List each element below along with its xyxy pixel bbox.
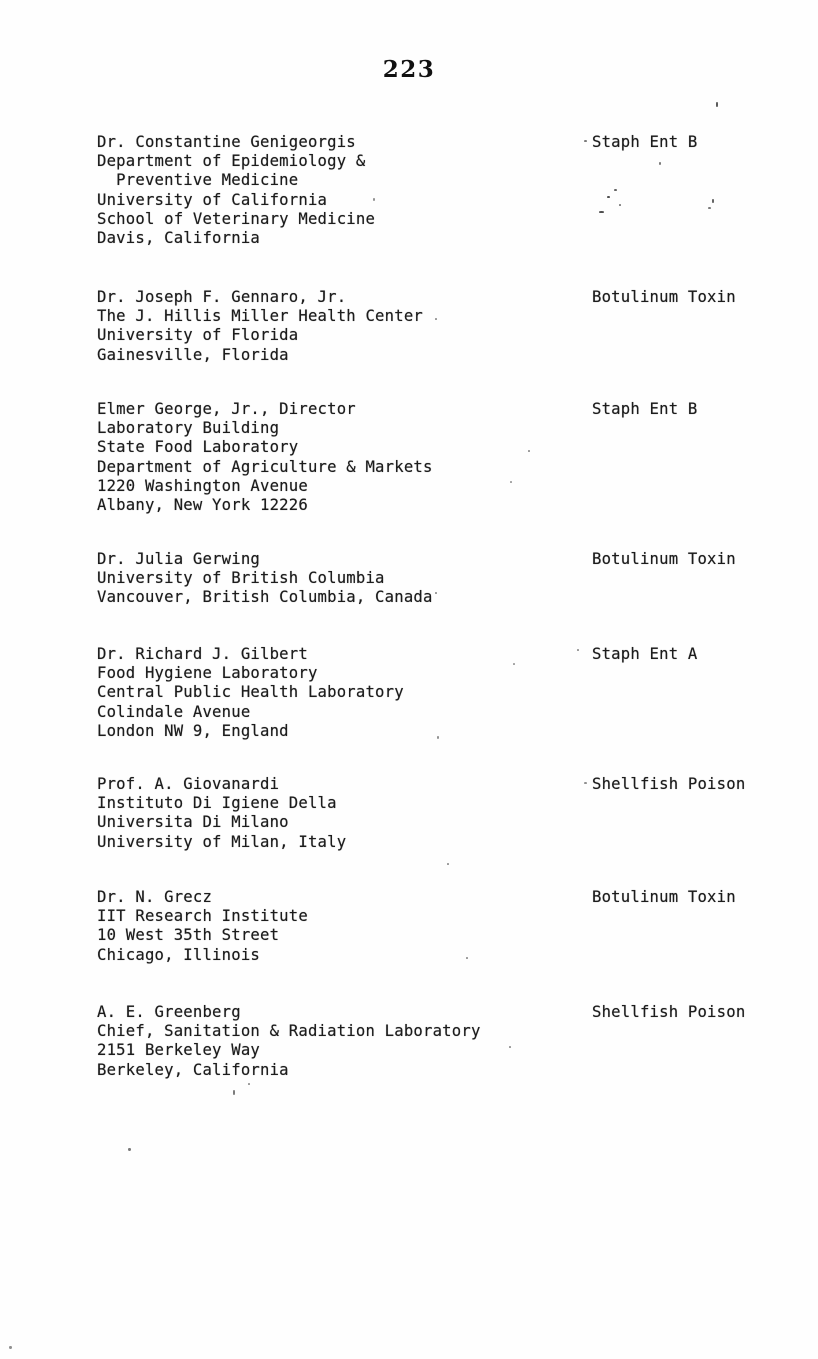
scan-speck [435,318,437,320]
address-line: Gainesville, Florida [97,345,289,364]
address-line: Department of Agriculture & Markets [97,457,433,476]
scan-speck [447,863,449,865]
topic-label: Shellfish Poison [592,1003,746,1021]
address-line: Berkeley, California [97,1060,289,1079]
scan-speck [577,649,579,651]
topic-label: Botulinum Toxin [592,550,736,568]
page-number: 223 [382,56,436,83]
address-block [97,775,346,852]
address-line: University of Milan, Italy [97,832,347,851]
address-line: London NW 9, England [97,721,289,740]
scan-speck [659,162,661,165]
address-line: Instituto Di Igiene Della [97,794,337,813]
topic-label: Staph Ent B [592,400,698,418]
address-line: 1220 Washington Avenue [97,476,308,495]
address-block [97,1003,481,1080]
address-block [97,888,308,965]
address-block [97,400,433,515]
scan-speck [248,1083,250,1085]
scan-speck [509,1046,511,1048]
address-line: Food Hygiene Laboratory [97,664,318,683]
address-line: Colindale Avenue [97,702,251,721]
address-line: 10 West 35th Street [97,926,280,945]
address-line: School of Veterinary Medicine [97,209,376,228]
topic-label: Staph Ent A [592,645,698,663]
scan-speck [528,450,530,452]
scan-speck [9,1346,12,1349]
address-block [97,550,433,608]
address-line: Universita Di Milano [97,813,289,832]
topic-label: Botulinum Toxin [592,888,736,906]
scan-speck [584,782,587,784]
scan-speck [233,1090,235,1095]
scan-speck [716,102,718,107]
address-block [97,133,375,248]
address-line: University of British Columbia [97,569,385,588]
scan-speck [614,189,617,191]
scan-speck [599,211,604,213]
address-line: University of Florida [97,326,299,345]
address-line: IIT Research Institute [97,907,308,926]
address-line: Dr. Julia Gerwing [97,550,260,568]
scan-speck [373,198,375,201]
address-line: Department of Epidemiology & [97,152,366,171]
scan-speck [712,199,714,203]
topic-label: Staph Ent B [592,133,698,151]
scan-speck [584,140,587,142]
address-line: Albany, New York 12226 [97,496,308,515]
scan-speck [510,481,512,483]
scan-speck [708,207,711,209]
address-line: Dr. Constantine Genigeorgis [97,133,356,151]
address-line: Dr. N. Grecz [97,888,213,906]
address-block [97,288,423,365]
address-line: Dr. Richard J. Gilbert [97,645,308,663]
scan-speck [435,592,437,594]
scan-speck [619,204,621,206]
address-line: Preventive Medicine [97,171,299,190]
address-line: Elmer George, Jr., Director [97,400,356,418]
address-line: A. E. Greenberg [97,1003,241,1021]
address-block [97,645,404,741]
scan-speck [607,196,610,198]
scan-speck [128,1148,131,1151]
address-line: Laboratory Building [97,419,280,438]
address-line: State Food Laboratory [97,438,299,457]
topic-label: Shellfish Poison [592,775,746,793]
address-line: The J. Hillis Miller Health Center [97,307,423,326]
scan-speck [466,957,468,959]
address-line: Vancouver, British Columbia, Canada [97,588,433,607]
address-line: University of California [97,190,328,209]
scan-speck [437,736,439,739]
address-line: 2151 Berkeley Way [97,1041,260,1060]
scan-speck [513,663,515,665]
address-line: Prof. A. Giovanardi [97,775,280,793]
address-line: Central Public Health Laboratory [97,683,404,702]
topic-label: Botulinum Toxin [592,288,736,306]
address-line: Davis, California [97,229,260,248]
address-line: Dr. Joseph F. Gennaro, Jr. [97,288,347,306]
address-line: Chicago, Illinois [97,945,260,964]
address-line: Chief, Sanitation & Radiation Laboratory [97,1022,481,1041]
